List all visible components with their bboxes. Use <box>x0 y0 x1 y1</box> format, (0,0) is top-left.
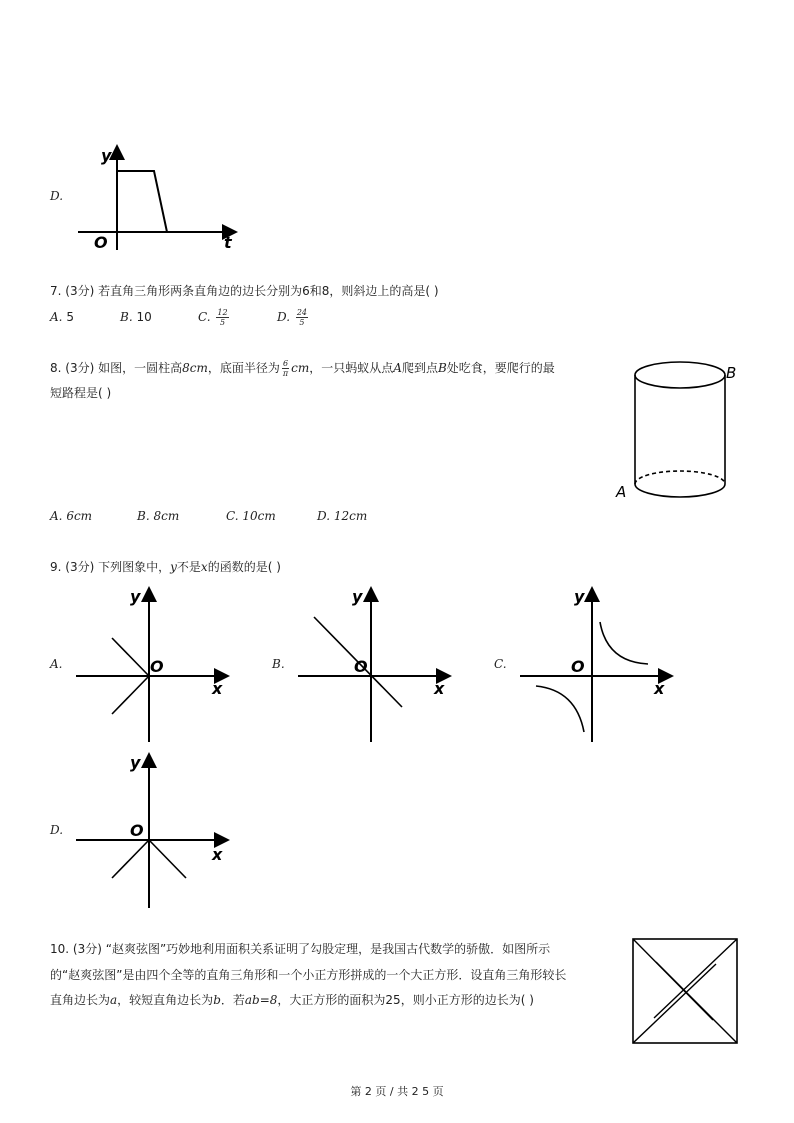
q8-option-a: A. 6cm <box>50 509 93 523</box>
svg-text:x: x <box>212 845 223 864</box>
point-a-label: A <box>616 483 627 501</box>
q9-option-d-label: D. <box>50 823 64 837</box>
svg-text:x: x <box>212 679 223 698</box>
svg-text:y: y <box>130 587 141 606</box>
q9-option-b-label: B. <box>272 657 285 671</box>
origin-label: O <box>94 233 108 252</box>
q9-stem: 9. (3分) 下列图象中，y不是x的函数的是( ) <box>50 560 281 574</box>
y-axis-label: y <box>101 146 112 165</box>
q8-option-c: C. 10cm <box>226 509 276 523</box>
q7-option-a: A. 5 <box>50 310 74 324</box>
svg-text:x: x <box>654 679 665 698</box>
radius-fraction: $\frac{6}{\pi}$ <box>282 359 289 378</box>
svg-text:x: x <box>434 679 445 698</box>
q8-cylinder-figure <box>610 355 740 505</box>
q10-stem-line1: 10. (3分) “赵爽弦图”巧妙地利用面积关系证明了勾股定理，是我国古代数学的骄傲．如图所示 <box>50 942 551 956</box>
cylinder-top <box>635 362 725 388</box>
piecewise-line <box>117 171 167 232</box>
q7-option-b: B. 10 <box>120 310 152 324</box>
q8-stem-line2: 短路程是( ) <box>50 386 112 400</box>
svg-text:O: O <box>150 657 164 676</box>
page-footer: 第 2 页 / 共 2 5 页 <box>350 1085 444 1098</box>
cylinder-bottom-front <box>635 484 725 497</box>
q9-option-c-label: C. <box>494 657 507 671</box>
q7-stem: 7. (3分) 若直角三角形两条直角边的边长分别为6和8，则斜边上的高是( ) <box>50 284 439 298</box>
q9-option-b-graph <box>292 584 462 744</box>
q7-option-d: D. $\frac{24}{5}$ <box>277 308 308 327</box>
svg-text:O: O <box>130 821 144 840</box>
t-axis-label: t <box>224 233 232 252</box>
q6-option-d-label: D. <box>50 189 64 203</box>
q9-option-a-label: A. <box>50 657 63 671</box>
svg-text:O: O <box>354 657 368 676</box>
svg-text:y: y <box>130 753 141 772</box>
q7-option-c: C. $\frac{12}{5}$ <box>198 308 228 327</box>
q9-option-d-graph <box>70 750 240 910</box>
q6-option-d-graph <box>70 140 250 252</box>
q8-stem-line1: 8. (3分) 如图，一圆柱高8cm，底面半径为 $\frac{6}{\pi}$ cm，一只蚂蚁从点A爬到点B处吃食，要爬行的最 <box>50 359 555 378</box>
point-b-label: B <box>726 364 737 382</box>
fraction: $\frac{12}{5}$ <box>217 308 228 327</box>
q10-stem-line2: 的“赵爽弦图”是由四个全等的直角三角形和一个小正方形拼成的一个大正方形．设直角三角形较长 <box>50 968 567 982</box>
q9-option-a-graph <box>70 584 240 744</box>
q10-stem-line3: 直角边长为a，较短直角边长为b．若ab=8，大正方形的面积为25，则小正方形的边长为( ) <box>50 993 534 1007</box>
cylinder-bottom-back <box>635 471 725 484</box>
svg-text:O: O <box>571 657 585 676</box>
q9-option-c-graph <box>514 584 684 744</box>
q8-option-b: B. 8cm <box>137 509 180 523</box>
fraction: $\frac{24}{5}$ <box>296 308 308 327</box>
zhao-shuang-diagram <box>631 937 741 1047</box>
q8-option-d: D. 12cm <box>317 509 368 523</box>
svg-text:y: y <box>352 587 363 606</box>
svg-text:y: y <box>574 587 585 606</box>
